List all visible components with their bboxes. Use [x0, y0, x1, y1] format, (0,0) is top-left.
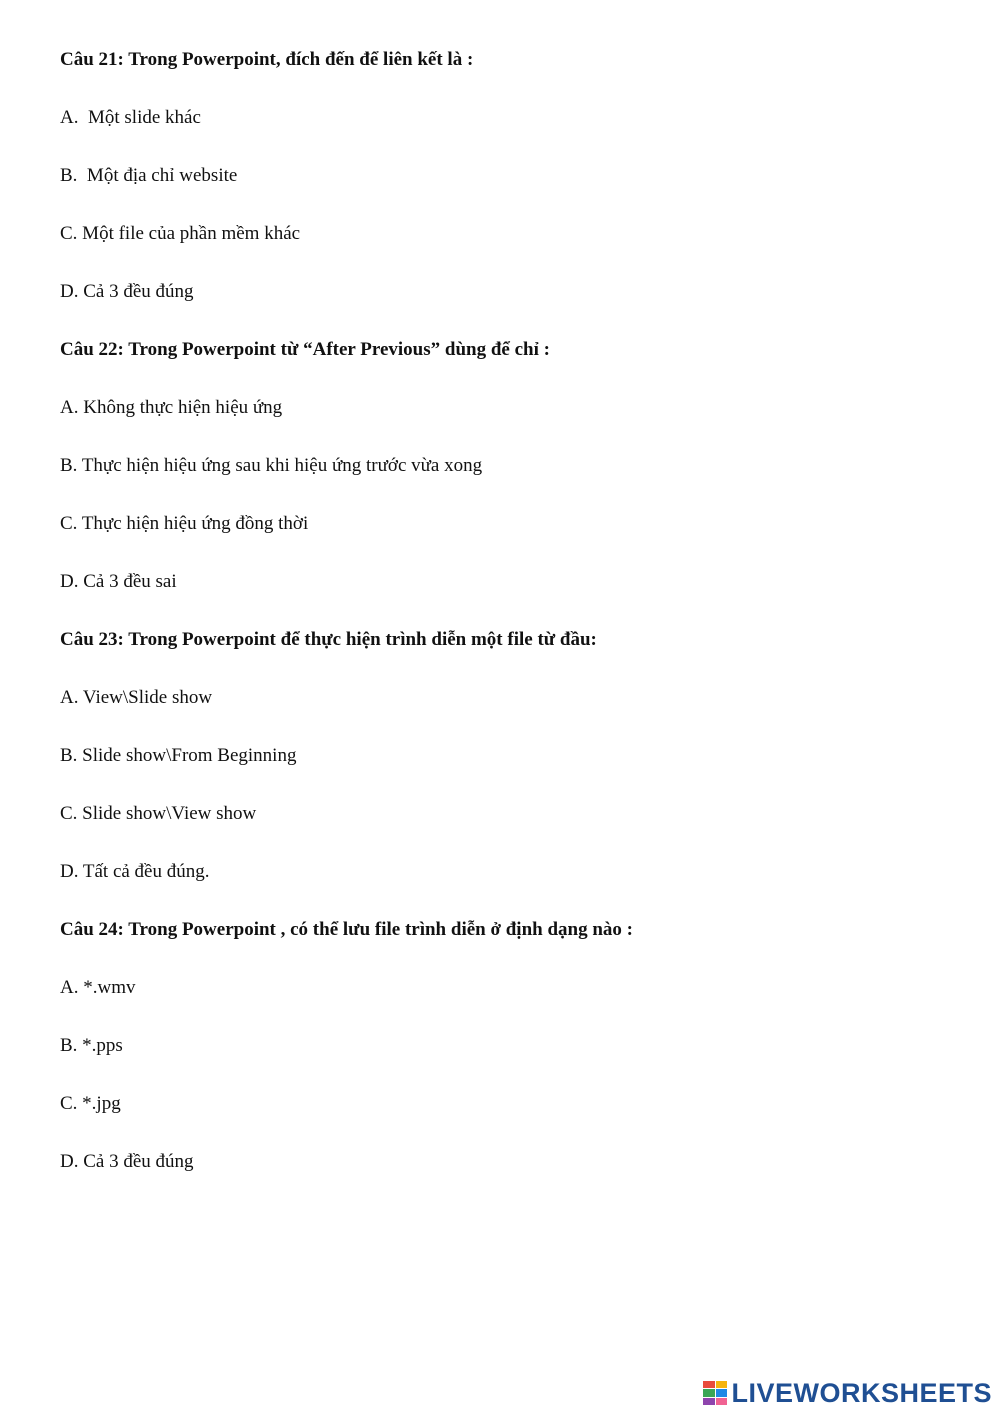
question-23-title: Câu 23: Trong Powerpoint để thực hiện trình diễn một file từ đầu: [60, 629, 597, 650]
question-24-option-b: B. *.pps [60, 1035, 123, 1056]
question-23-option-b: B. Slide show\From Beginning [60, 745, 297, 766]
question-23-option-a: A. View\Slide show [60, 687, 213, 708]
question-21-title: Câu 21: Trong Powerpoint, đích đến để liên kết là : [60, 49, 474, 70]
question-22-title: Câu 22: Trong Powerpoint từ “After Previous” dùng để chỉ : [60, 339, 550, 360]
question-22-option-a: A. Không thực hiện hiệu ứng [60, 397, 283, 418]
question-24-title: Câu 24: Trong Powerpoint , có thể lưu file trình diễn ở định dạng nào : [60, 919, 633, 940]
liveworksheets-logo-icon [703, 1381, 727, 1405]
question-21-option-b: B. Một địa chỉ website [60, 165, 238, 186]
question-23-option-c: C. Slide show\View show [60, 803, 257, 824]
liveworksheets-logo-text: LIVEWORKSHEETS [731, 1377, 992, 1408]
question-22-option-c: C. Thực hiện hiệu ứng đồng thời [60, 513, 309, 534]
question-24-option-a: A. *.wmv [60, 977, 136, 998]
question-22-option-b: B. Thực hiện hiệu ứng sau khi hiệu ứng trước vừa xong [60, 455, 483, 476]
question-22-option-d: D. Cả 3 đều sai [60, 571, 177, 592]
question-21-option-d: D. Cả 3 đều đúng [60, 281, 194, 302]
question-21-option-a: A. Một slide khác [60, 107, 201, 128]
question-21-option-c: C. Một file của phần mềm khác [60, 223, 301, 244]
question-24-option-c: C. *.jpg [60, 1093, 121, 1114]
question-23-option-d: D. Tất cả đều đúng. [60, 861, 210, 882]
liveworksheets-logo [703, 1379, 992, 1407]
question-24-option-d: D. Cả 3 đều đúng [60, 1151, 194, 1172]
